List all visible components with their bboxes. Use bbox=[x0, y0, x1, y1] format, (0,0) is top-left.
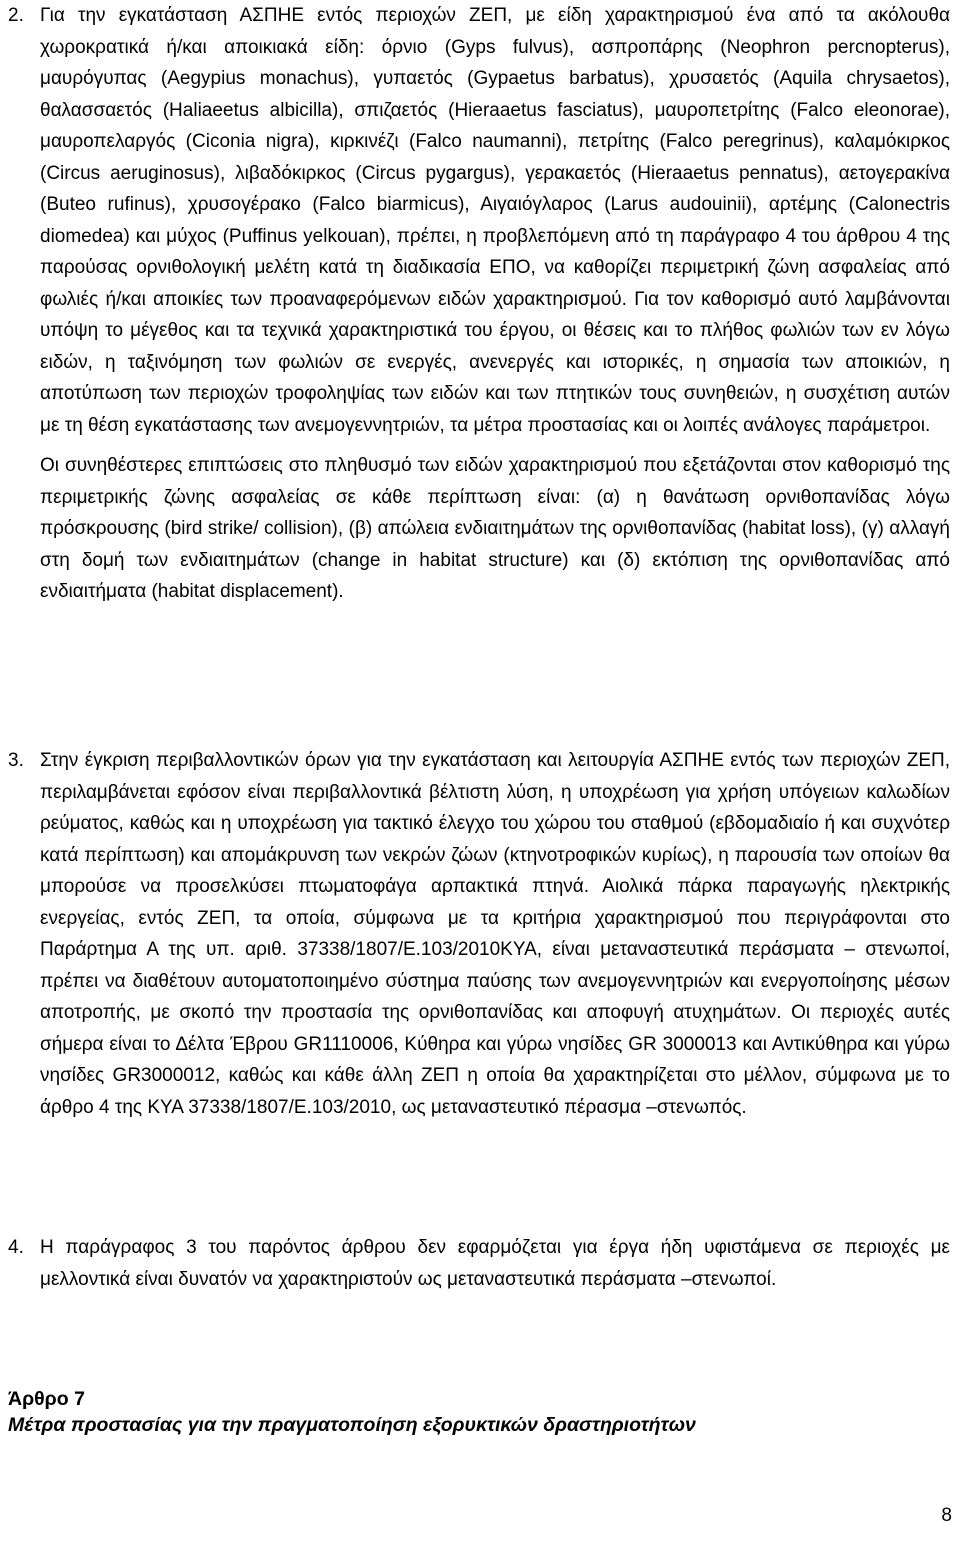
list-item-body bbox=[40, 0, 950, 608]
article-heading: Άρθρο 7 bbox=[8, 1388, 85, 1410]
article-title: Μέτρα προστασίας για την πραγματοποίηση εξορυκτικών δραστηριοτήτων bbox=[8, 1414, 696, 1436]
paragraph: Για την εγκατάσταση ΑΣΠΗΕ εντός περιοχών ΖΕΠ, με είδη χαρακτηρισμού ένα από τα ακόλουθα χωροκρατικά ή/και αποικιακά είδη: όρνιο (Gyps fulvus), ασπροπάρης (Neophron percnopterus), μαυρόγυπας (Aegypius monachus), γυπαετός (Gypaetus barbatus), χρυσαετός (Aquila chrysaetos), θαλασσαετός (Haliaeetus albicilla), σπιζαετός (Hieraaetus fasciatus), μαυροπετρίτης (Falco eleonorae), μαυροπελαργός (Ciconia nigra), κιρκινέζι (Falco naumanni), πετρίτης (Falco peregrinus), καλαμόκιρκος (Circus aeruginosus), λιβαδόκιρκος (Circus pygargus), γερακαετός (Hieraaetus pennatus), αετογερακίνα (Buteo rufinus), χρυσογέρακο (Falco biarmicus), Αιγαιόγλαρος (Larus audouinii), αρτέμης (Calonectris diomedea) και μύχος (Puffinus yelkouan), πρέπει, η προβλεπόμενη από τη παράγραφο 4 του άρθρου 4 της παρούσας ορνιθολογική μελέτη κατά τη διαδικασία ΕΠΟ, να καθορίζει περιμετρική ζώνη ασφαλείας από φωλιές ή/και αποικίες των προαναφερόμενων ειδών χαρακτηρισμού. Για τον καθορισμό αυτό λαμβάνονται υπόψη το μέγεθος και τα τεχνικά χαρακτηριστικά του έργου, οι θέσεις και το πλήθος φωλιών των εν λόγω ειδών, η ταξινόμηση των φωλιών σε ενεργές, ανενεργές και ιστορικές, η σημασία των αποικιών, η αποτύπωση των περιοχών τροφοληψίας των ειδών και των πτητικών τους συνηθειών, η συσχέτιση αυτών με τη θέση εγκατάστασης των ανεμογεννητριών, τα μέτρα προστασίας και οι λοιπές ανάλογες παράμετροι. bbox=[40, 5, 950, 436]
paragraph: Οι συνηθέστερες επιπτώσεις στο πληθυσμό των ειδών χαρακτηρισμού που εξετάζονται στον καθορισμό της περιμετρικής ζώνης ασφαλείας σε κάθε περίπτωση είναι: (α) η θανάτωση ορνιθοπανίδας λόγω πρόσκρουσης (bird strike/ collision), (β) απώλεια ενδιαιτημάτων της ορνιθοπανίδας (habitat loss), (γ) αλλαγή στη δομή των ενδιαιτημάτων (change in habitat structure) και (δ) εκτόπιση της ορνιθοπανίδας από ενδιαιτήματα (habitat displacement). bbox=[40, 455, 950, 602]
list-item-3 bbox=[8, 745, 950, 1123]
list-item-number: 4. bbox=[8, 1237, 24, 1258]
list-item-body bbox=[40, 745, 950, 1123]
list-item-2 bbox=[8, 0, 950, 608]
paragraph: Η παράγραφος 3 του παρόντος άρθρου δεν εφαρμόζεται για έργα ήδη υφιστάμενα σε περιοχές με μελλοντικά είναι δυνατόν να χαρακτηριστούν ως μεταναστευτικά περάσματα –στενωποί. bbox=[40, 1237, 950, 1290]
list-item-4 bbox=[8, 1232, 950, 1295]
paragraph: Στην έγκριση περιβαλλοντικών όρων για την εγκατάσταση και λειτουργία ΑΣΠΗΕ εντός των περιοχών ΖΕΠ, περιλαμβάνεται εφόσον είναι περιβαλλοντικά βέλτιστη λύση, η υποχρέωση για χρήση υπόγειων καλωδίων ρεύματος, καθώς και η υποχρέωση για τακτικό έλεγχο του χώρου του σταθμού (εβδομαδιαίο ή και συχνότερ κατά περίπτωση) και απομάκρυνση των νεκρών ζώων (κτηνοτροφικών κυρίως), η παρουσία των οποίων θα μπορούσε να προσελκύσει πτωματοφάγα αρπακτικά πτηνά. Αιολικά πάρκα παραγωγής ηλεκτρικής ενεργείας, εντός ΖΕΠ, τα οποία, σύμφωνα με τα κριτήρια χαρακτηρισμού που περιγράφονται στο Παράρτημα Α της υπ. αριθ. 37338/1807/Ε.103/2010ΚΥΑ, είναι μεταναστευτικά περάσματα – στενωποί, πρέπει να διαθέτουν αυτοματοποιημένο σύστημα παύσης των ανεμογεννητριών και ενεργοποίησης μέσων αποτροπής, με σκοπό την προστασία της ορνιθοπανίδας και αποφυγή ατυχημάτων. Οι περιοχές αυτές σήμερα είναι το Δέλτα Έβρου GR1110006, Κύθηρα και γύρω νησίδες GR 3000013 και Αντικύθηρα και γύρω νησίδες GR3000012, καθώς και κάθε άλλη ΖΕΠ η οποία θα χαρακτηρίζεται στο μέλλον, σύμφωνα με το άρθρο 4 της ΚΥΑ 37338/1807/Ε.103/2010, ως μεταναστευτικό πέρασμα –στενωπός. bbox=[40, 750, 950, 1118]
list-item-number: 2. bbox=[8, 5, 24, 26]
list-item-number: 3. bbox=[8, 750, 24, 771]
page-number: 8 bbox=[941, 1505, 952, 1526]
list-item-body bbox=[40, 1232, 950, 1295]
